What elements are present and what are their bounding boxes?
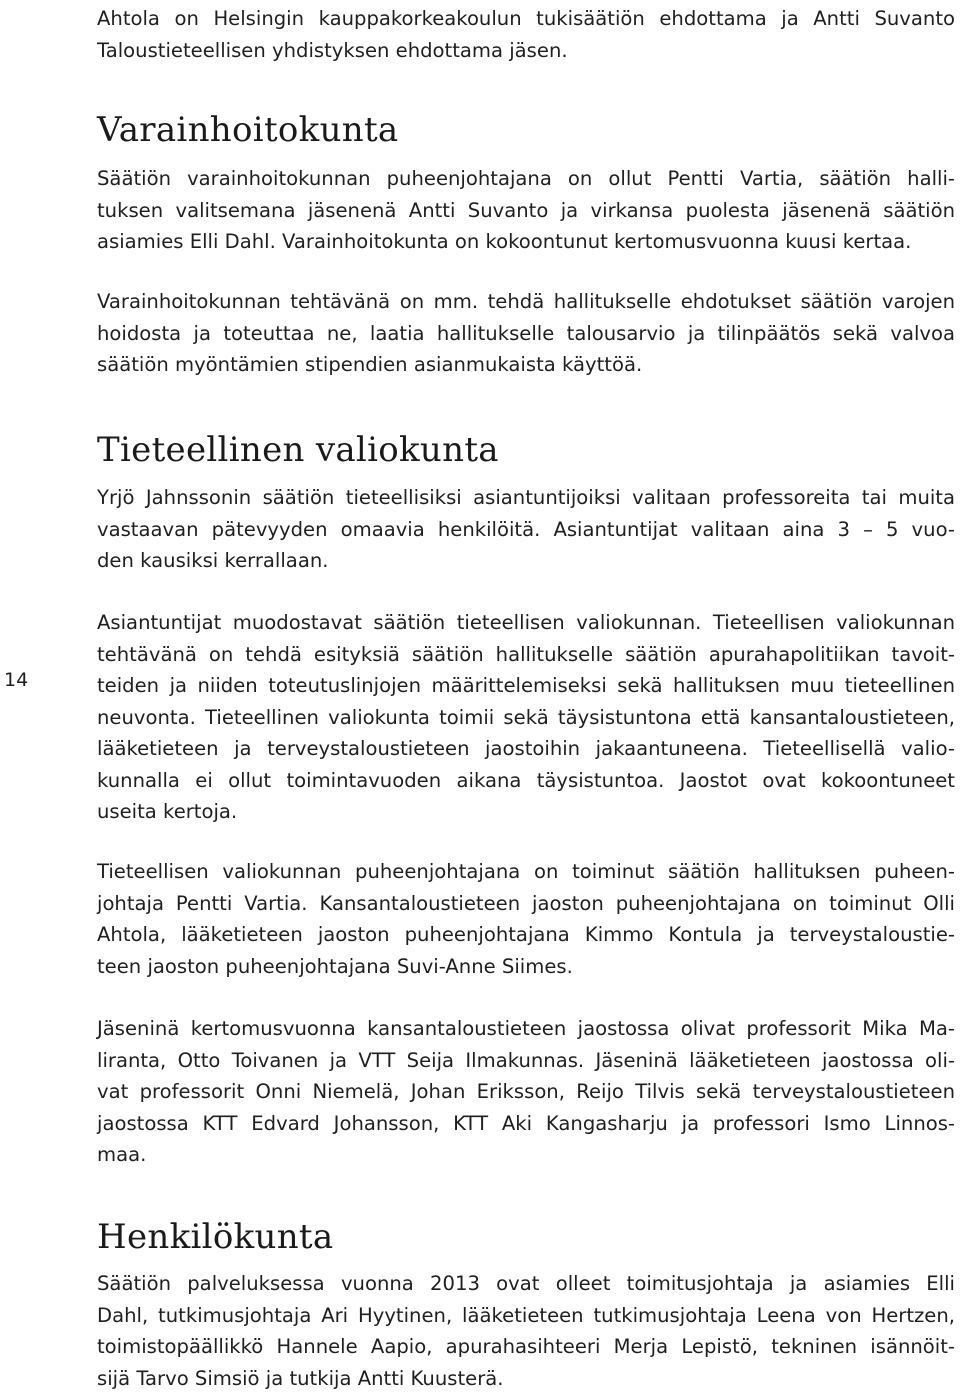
- henkilokunta-paragraph-1: [97, 1268, 955, 1394]
- text-line: vastaavan pätevyyden omaavia henkilöitä. Asiantuntijat valitaan aina 3 – 5 vuo-: [97, 517, 955, 541]
- text-line: neuvonta. Tieteellinen valiokunta toimii sekä täysistuntona että kansantaloustieteen,: [97, 705, 955, 729]
- text-line: Jäseninä kertomusvuonna kansantaloustieteen jaostossa olivat professorit Mika Ma-: [97, 1017, 955, 1040]
- text-line: useita kertoja.: [97, 800, 238, 823]
- text-line: Taloustieteellisen yhdistyksen ehdottama jäsen.: [97, 38, 568, 62]
- varainhoitokunta-body-2: [97, 286, 955, 381]
- section-tieteellinen: [97, 430, 955, 470]
- section-henkilokunta: [97, 1217, 955, 1257]
- tieteellinen-paragraph-4: [97, 1013, 955, 1171]
- text-line: Säätiön varainhoitokunnan puheenjohtajana on ollut Pentti Vartia, säätiön halli-: [97, 167, 955, 190]
- tieteellinen-body-2: [97, 607, 955, 828]
- text-line: teen jaoston puheenjohtajana Suvi-Anne Siimes.: [97, 954, 573, 978]
- text-line: lääketieteen ja terveystaloustieteen jaostoihin jakaantuneena. Tieteellisellä valio-: [97, 737, 955, 760]
- section-heading-henkilokunta: Henkilökunta: [97, 1217, 334, 1257]
- text-line: toimistopäällikkö Hannele Aapio, apurahasihteeri Merja Lepistö, tekninen isännöit-: [97, 1335, 955, 1358]
- text-line: Asiantuntijat muodostavat säätiön tieteellisen valiokunnan. Tieteellisen valiokunnan: [97, 611, 955, 634]
- varainhoitokunta-paragraph-2: [97, 286, 955, 381]
- text-line: liranta, Otto Toivanen ja VTT Seija Ilmakunnas. Jäseninä lääketieteen jaostossa oli-: [97, 1048, 955, 1072]
- text-line: tehtävänä on tehdä esityksiä säätiön hallitukselle säätiön apurahapolitiikan tavoit-: [97, 642, 955, 666]
- text-line: säätiön myöntämien stipendien asianmukaista käyttöä.: [97, 353, 643, 376]
- text-line: asiamies Elli Dahl. Varainhoitokunta on kokoontunut kertomusvuonna kuusi kertaa.: [97, 230, 912, 253]
- text-line: teiden ja niiden toteutuslinjojen määrittelemiseksi sekä hallituksen muu tieteellinen: [97, 674, 955, 697]
- text-line: Dahl, tutkimusjohtaja Ari Hyytinen, lääketieteen tutkimusjohtaja Leena von Hertzen,: [97, 1303, 955, 1327]
- varainhoitokunta-body: [97, 163, 955, 258]
- text-line: Yrjö Jahnssonin säätiön tieteellisiksi asiantuntijoiksi valitaan professoreita tai muita: [97, 486, 955, 509]
- intro-section: [97, 3, 955, 66]
- varainhoitokunta-paragraph-1: [97, 163, 955, 258]
- tieteellinen-body-3: [97, 856, 955, 982]
- henkilokunta-body: [97, 1268, 955, 1394]
- text-line: jaostossa KTT Edvard Johansson, KTT Aki Kangasharju ja professori Ismo Linnos-: [97, 1111, 955, 1135]
- section-heading-tieteellinen: Tieteellinen valiokunta: [97, 430, 499, 470]
- page-number: 14: [4, 669, 29, 691]
- text-line: Varainhoitokunnan tehtävänä on mm. tehdä hallitukselle ehdotukset säätiön varojen: [97, 290, 955, 313]
- intro-paragraph: [97, 3, 955, 66]
- text-line: Tieteellisen valiokunnan puheenjohtajana on toiminut säätiön hallituksen puheen-: [97, 860, 955, 883]
- text-line: kunnalla ei ollut toimintavuoden aikana täysistuntoa. Jaostot ovat kokoontuneet: [97, 768, 955, 792]
- text-line: Säätiön palveluksessa vuonna 2013 ovat olleet toimitusjohtaja ja asiamies Elli: [97, 1272, 955, 1295]
- tieteellinen-paragraph-1: [97, 482, 955, 577]
- text-line: tuksen valitsemana jäsenenä Antti Suvanto ja virkansa puolesta jäsenenä säätiön: [97, 198, 955, 222]
- text-line: Ahtola on Helsingin kauppakorkeakoulun tukisäätiön ehdottama ja Antti Suvanto: [97, 7, 955, 30]
- text-line: Ahtola, lääketieteen jaoston puheenjohtajana Kimmo Kontula ja terveystaloustie-: [97, 923, 955, 946]
- text-line: sijä Tarvo Simsiö ja tutkija Antti Kuusterä.: [97, 1366, 504, 1390]
- text-line: vat professorit Onni Niemelä, Johan Eriksson, Reijo Tilvis sekä terveystaloustieteen: [97, 1080, 955, 1103]
- text-line: maa.: [97, 1143, 147, 1166]
- tieteellinen-paragraph-3: [97, 856, 955, 982]
- text-line: hoidosta ja toteuttaa ne, laatia hallitukselle talousarvio ja tilinpäätös sekä valvoa: [97, 321, 955, 345]
- section-varainhoitokunta: [97, 110, 955, 150]
- text-line: den kausiksi kerrallaan.: [97, 549, 329, 572]
- tieteellinen-body-1: [97, 482, 955, 577]
- tieteellinen-paragraph-2: [97, 607, 955, 828]
- tieteellinen-body-4: [97, 1013, 955, 1171]
- section-heading-varainhoitokunta: Varainhoitokunta: [97, 110, 399, 150]
- text-line: johtaja Pentti Vartia. Kansantaloustieteen jaoston puheenjohtajana on toiminut Olli: [97, 891, 955, 915]
